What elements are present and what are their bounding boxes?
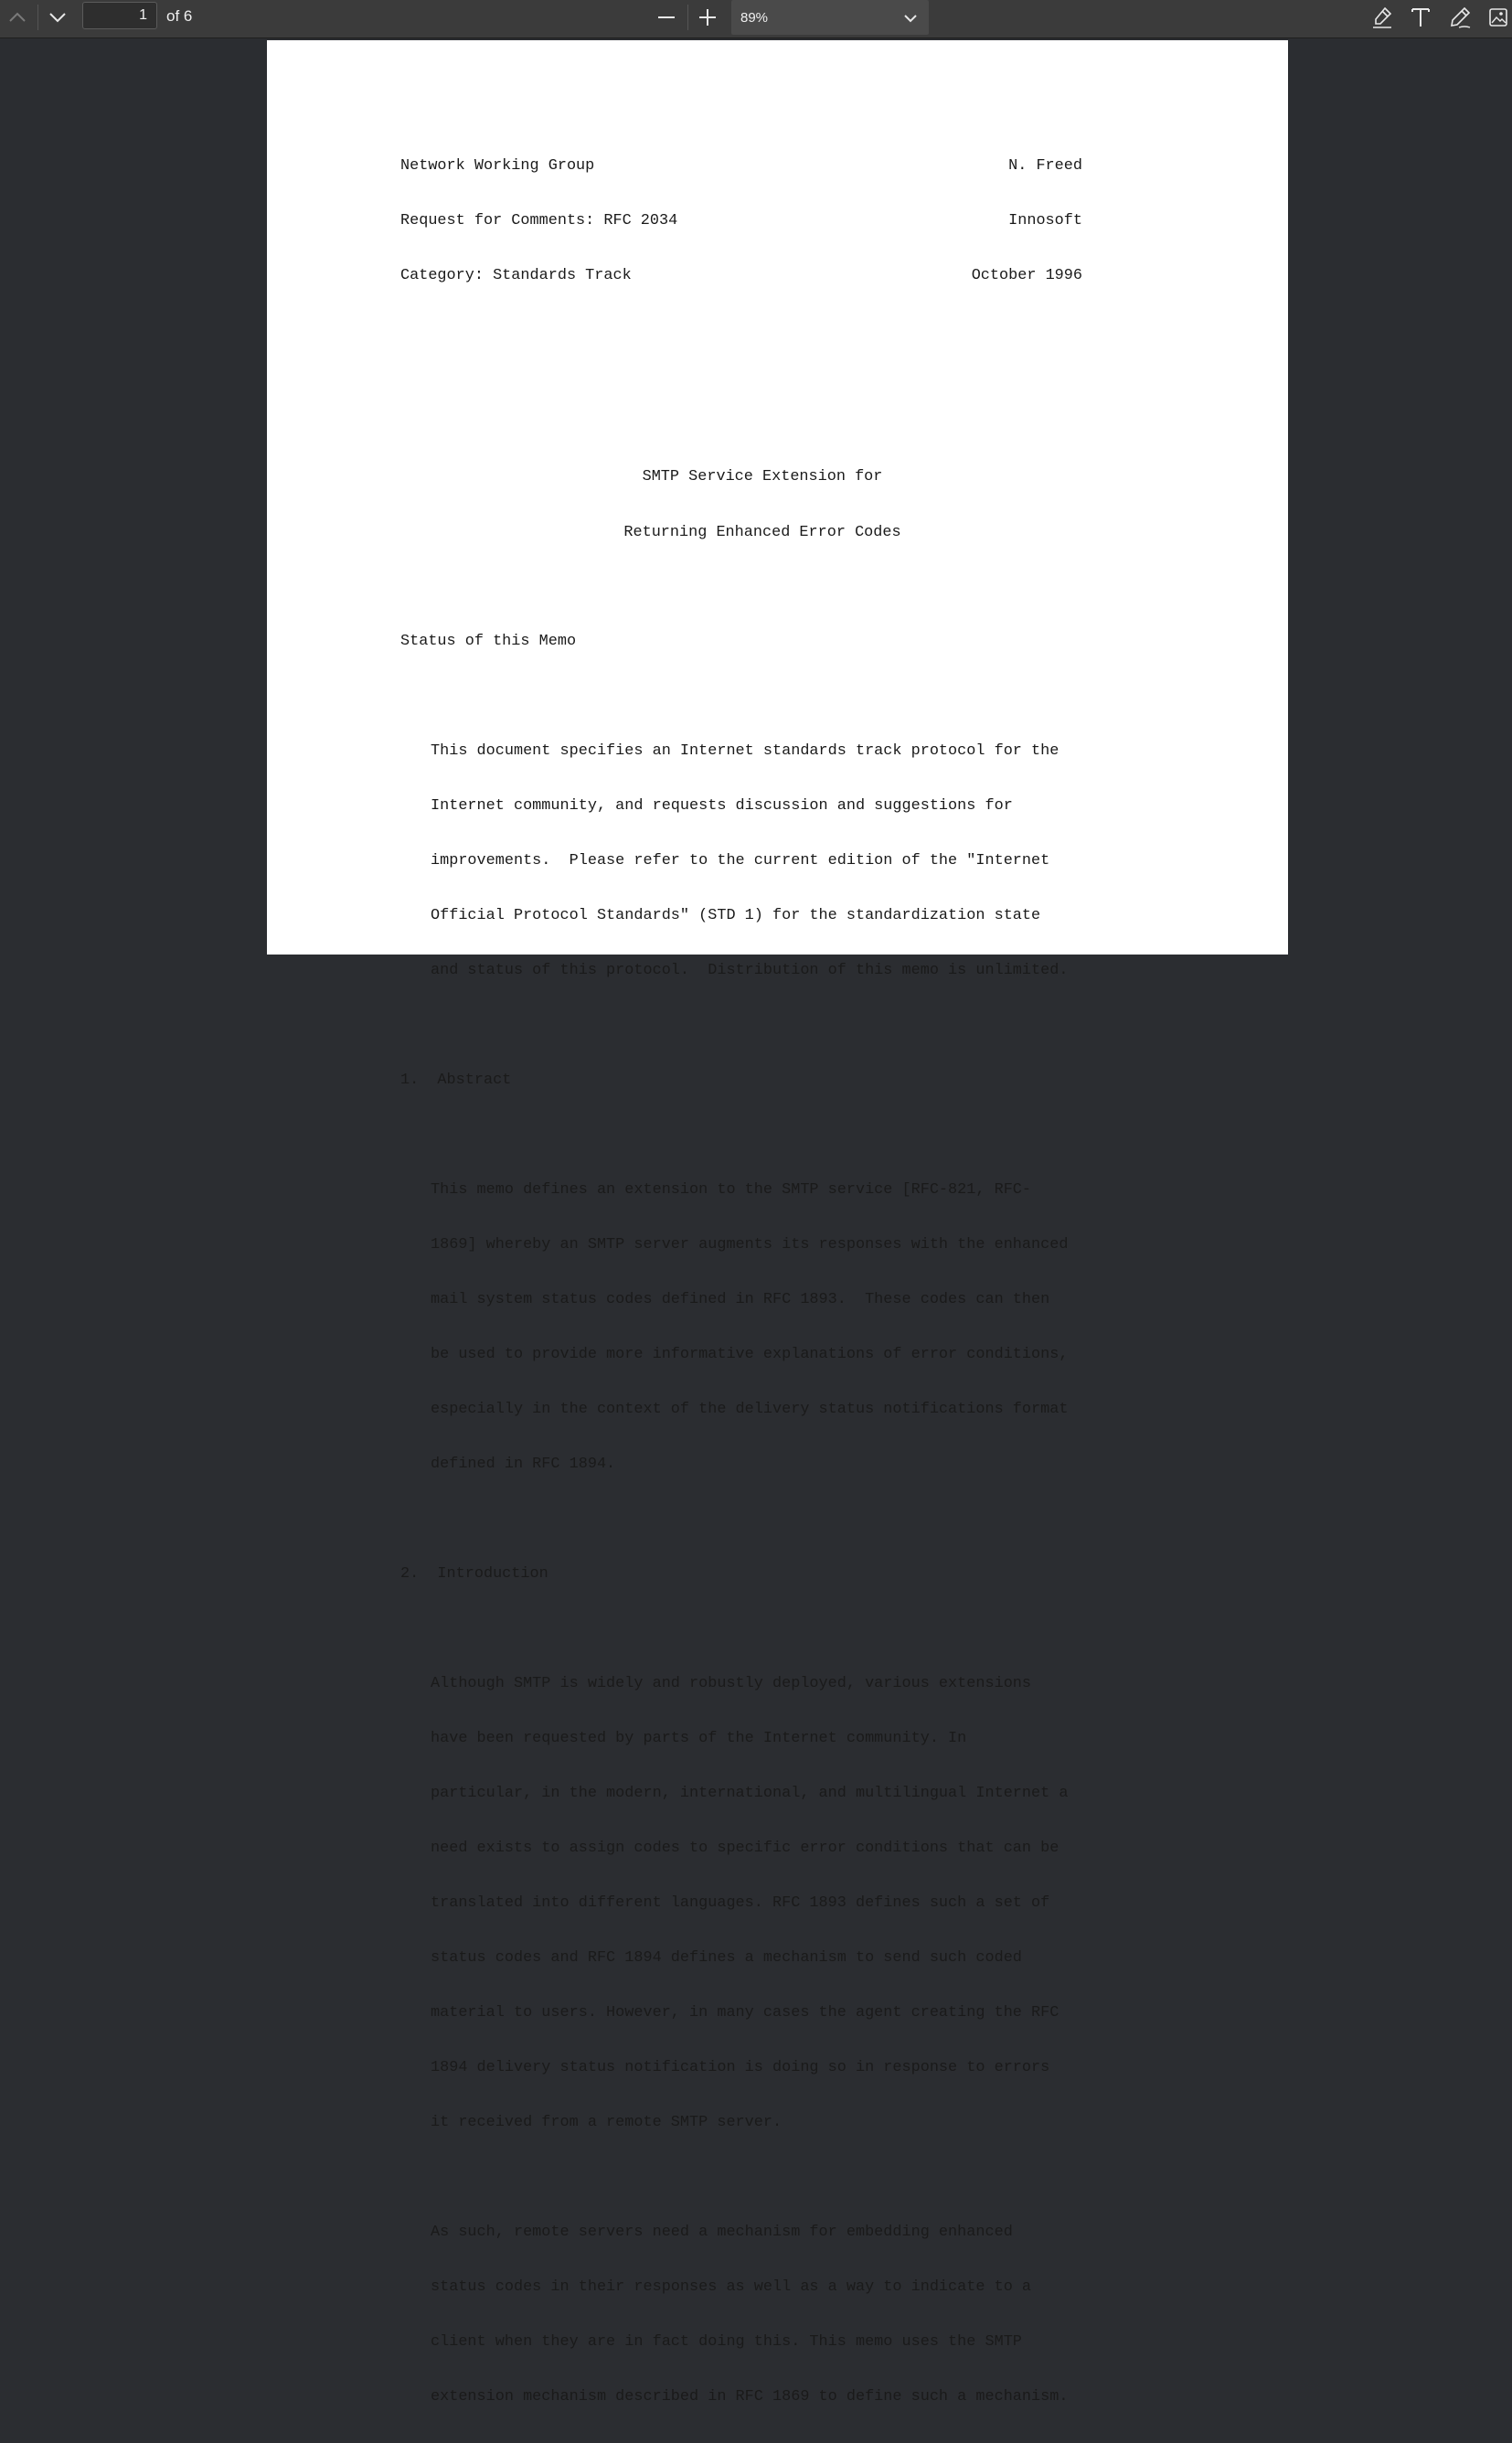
page-count: of 6 <box>166 7 193 25</box>
rfc-text <box>400 84 1124 2443</box>
paragraph-line: This memo defines an extension to the SMTP service [RFC-821, RFC- <box>431 1181 1032 1199</box>
paragraph-line: have been requested by parts of the Internet community. In <box>431 1730 967 1747</box>
chevron-down-icon <box>48 12 67 23</box>
text-icon <box>1410 5 1432 29</box>
paragraph-line: status codes in their responses as well as a way to indicate to a <box>431 2278 1032 2296</box>
paragraph-line: need exists to assign codes to specific error conditions that can be <box>431 1840 1059 1857</box>
zoom-out-button[interactable] <box>652 0 681 35</box>
header-left-line: Network Working Group <box>400 157 595 175</box>
toolbar-divider <box>687 5 688 30</box>
highlight-button[interactable] <box>1368 0 1397 35</box>
draw-icon <box>1448 5 1472 29</box>
plus-icon <box>697 7 718 27</box>
zoom-in-button[interactable] <box>693 0 722 35</box>
paragraph-line: Internet community, and requests discussion and suggestions for <box>431 797 1013 815</box>
section-heading: 1. Abstract <box>400 1072 512 1089</box>
paragraph-line: This document specifies an Internet standards track protocol for the <box>431 742 1059 760</box>
paragraph-line: translated into different languages. RFC 1893 defines such a set of <box>431 1894 1050 1912</box>
insert-image-button[interactable] <box>1486 0 1510 35</box>
chevron-down-icon <box>903 11 918 27</box>
header-left-line: Request for Comments: RFC 2034 <box>400 212 678 229</box>
section-heading: 2. Introduction <box>400 1565 548 1583</box>
header-right-line: N. Freed <box>1008 157 1082 175</box>
document-title-line: Returning Enhanced Error Codes <box>623 524 901 541</box>
pdf-toolbar <box>0 0 1512 38</box>
document-viewer[interactable] <box>0 38 1512 2406</box>
highlighter-icon <box>1370 5 1394 29</box>
draw-button[interactable] <box>1445 0 1475 35</box>
paragraph-line: material to users. However, in many cases the agent creating the RFC <box>431 2004 1059 2022</box>
paragraph-line: Official Protocol Standards" (STD 1) for the standardization state <box>431 907 1041 924</box>
paragraph-line: especially in the context of the delivery status notifications format <box>431 1401 1069 1418</box>
zoom-level-dropdown[interactable] <box>731 0 929 35</box>
paragraph-line: defined in RFC 1894. <box>431 1456 616 1473</box>
chevron-up-icon <box>8 12 27 23</box>
minus-icon <box>656 7 676 27</box>
paragraph-line: Although SMTP is widely and robustly deployed, various extensions <box>431 1675 1032 1692</box>
pdf-page <box>267 40 1288 2406</box>
header-right-line: October 1996 <box>971 267 1082 284</box>
paragraph-line: extension mechanism described in RFC 1869 to define such a mechanism. <box>431 2388 1069 2406</box>
image-icon <box>1487 5 1509 29</box>
paragraph-line: 1894 delivery status notification is doing so in response to errors <box>431 2059 1050 2076</box>
paragraph-line: 1869] whereby an SMTP server augments its responses with the enhanced <box>431 1236 1069 1254</box>
page-number-input[interactable] <box>82 2 157 29</box>
paragraph-line: be used to provide more informative explanations of error conditions, <box>431 1346 1069 1363</box>
paragraph-line: improvements. Please refer to the current edition of the "Internet <box>431 852 1050 869</box>
paragraph-line: mail system status codes defined in RFC 1893. These codes can then <box>431 1291 1050 1308</box>
paragraph-line: status codes and RFC 1894 defines a mechanism to send such coded <box>431 1949 1022 1967</box>
previous-page-button[interactable] <box>4 0 31 35</box>
toolbar-divider <box>37 5 38 30</box>
zoom-level-value: 89% <box>740 9 769 26</box>
header-left-line: Category: Standards Track <box>400 267 632 284</box>
section-heading: Status of this Memo <box>400 633 577 650</box>
add-text-button[interactable] <box>1406 0 1435 35</box>
paragraph-line: client when they are in fact doing this. This memo uses the SMTP <box>431 2333 1022 2351</box>
paragraph-line: and status of this protocol. Distribution of this memo is unlimited. <box>431 962 1069 979</box>
document-title-line: SMTP Service Extension for <box>642 468 883 485</box>
paragraph-line: it received from a remote SMTP server. <box>431 2114 783 2131</box>
paragraph-line: As such, remote servers need a mechanism for embedding enhanced <box>431 2224 1013 2241</box>
paragraph-line: particular, in the modern, international, and multilingual Internet a <box>431 1785 1069 1802</box>
document-header <box>400 121 1082 322</box>
next-page-button[interactable] <box>44 0 71 35</box>
header-right-line: Innosoft <box>1008 212 1082 229</box>
